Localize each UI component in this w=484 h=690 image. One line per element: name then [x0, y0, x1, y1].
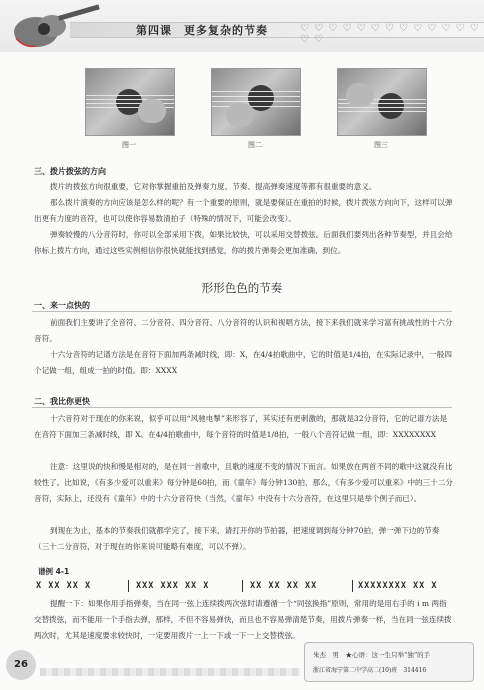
section-1-para-1: 前面我们主要讲了全音符、二分音符、四分音符、八分音符的认识和视唱方法，接下来我们就来学习富有挑战性的十六分音符。	[34, 318, 453, 343]
divider-1	[32, 311, 452, 312]
photo-2	[211, 68, 301, 136]
section-1-para-2: 十六分音符的记谱方法是在音符下面加两条减时线，即：X，在4/4拍歌曲中，它的时值是1/4拍，在实际记录中，一般四个记做一组，组成一拍的时值。即：XXXX	[34, 350, 452, 375]
photo-3	[337, 68, 427, 136]
photo-1	[85, 68, 175, 136]
reminder-para: 提醒一下：如果你用手指弹奏，当在同一弦上连续拨两次弦时请遵循一个“同弦换指”原则，常用的是用右手的 i m 两指交替拨弦，而不能用一个手指去弹，那样，不但不容易弹快，而且也不容易弹清楚节奏，用拨片弹奏一样，当在同一弦连续拨两次时，尤其是速度要求较快时，一定要用拨片一上一下或一下一上交替拨弦。	[34, 599, 452, 640]
section-2-para-3: 到现在为止，基本的节奏我们就都学完了，接下来，请打开你的节拍器，把速度调到每分钟70拍，弹一弹下边的节奏（三十二分音符，对于现在的你来说可能略有难度，可以不弹）。	[34, 526, 440, 551]
bar-line	[128, 580, 129, 592]
heart-decoration: ♡ ♡ ♡ ♡ ♡ ♡ ♡ ♡ ♡ ♡ ♡ ♡ ♡ ♡ ♡	[300, 23, 480, 45]
section-2-note: 注意：这里说的快和慢是相对的，是在同一首歌中，且歌的速度不变的情况下而言。如果放在两首不同的歌中这就没有比较性了。比如说，《有多少爱可以重来》每分钟是60拍，而《童年》每分钟130拍，那么，《有多少爱可以重来》中的三十二分音符，实际上，还没有《童年》中的十六分音符快（当然，《童年》中没有十六分音符，在这里只是举个例子而已）。	[34, 462, 454, 503]
section-3-heading: 三、拨片拨弦的方向	[34, 167, 106, 176]
lesson-title: 第四课 更多复杂的节奏	[136, 24, 268, 37]
photo-caption-2: 图二	[248, 141, 262, 149]
photo-caption-1: 图一	[122, 141, 136, 149]
photo-caption-3: 图三	[374, 141, 388, 149]
footer-band	[40, 668, 300, 676]
page-header	[0, 0, 484, 52]
section-3-para-3: 弹奏较慢的八分音符时，你可以全部采用下拨，如果比较快，可以采用交替拨弦。后面我们要列出各种节奏型，并且会给你标上拨片方向，通过这些实例相信你很快就能找到感觉，你的拨片弹奏会更加准确、到位。	[34, 230, 453, 255]
rhythm-group-4: XXXXXXXX XX X	[358, 581, 438, 591]
reader-note-line-1: 朱杰 男 ★心语：这一生只举“独”的手	[313, 651, 431, 659]
rhythm-group-3: XX XX XX XX	[250, 581, 318, 591]
divider-2	[32, 407, 452, 408]
page-number: 26	[6, 650, 36, 680]
rhythm-group-2: XXX XXX XX X	[136, 581, 210, 591]
rhythm-example	[36, 566, 456, 592]
section-2-heading: 二、我比你更快	[34, 397, 90, 406]
rhythm-group-1: X XX XX X	[36, 581, 92, 591]
section-1-heading: 一、来一点快的	[34, 301, 90, 310]
reader-note-line-2: 浙江省海宁第二中学高二(10)班 314416	[313, 667, 427, 674]
section-3-para-2: 那么拨片演奏的方向应该是怎么样的呢？有一个重要的原则，就是要保证在重拍的时候，拨片拨弦方向向下，这样可以弹出更有力度的音符，也可以使你容易数清拍子（特殊的情况下，可能会改变）。	[34, 198, 453, 223]
reader-note-box	[304, 642, 474, 682]
photo-row	[85, 68, 425, 158]
bar-line	[352, 580, 353, 592]
bar-line	[242, 580, 243, 592]
section-2-para-1: 十六音符对于现在的你来说，似乎可以用“风驰电掣”来形容了，其实还有更刺激的，那就是32分音符，它的记谱方法是在音符下面加三条减时线，即 X。在4/4拍歌曲中，每个音符的时值是1/8拍，一般八个音符记做一组，即：XXXXXXXX	[34, 414, 448, 439]
guitar-icon	[6, 2, 106, 52]
rhythm-label: 谱例 4-1	[38, 567, 70, 576]
main-title: 形形色色的节奏	[201, 281, 283, 295]
section-3-para-1: 拨片的拨弦方向很重要，它对你掌握重拍及弹奏力度、节奏、提高弹奏速度等都有很重要的意义。	[50, 182, 377, 191]
